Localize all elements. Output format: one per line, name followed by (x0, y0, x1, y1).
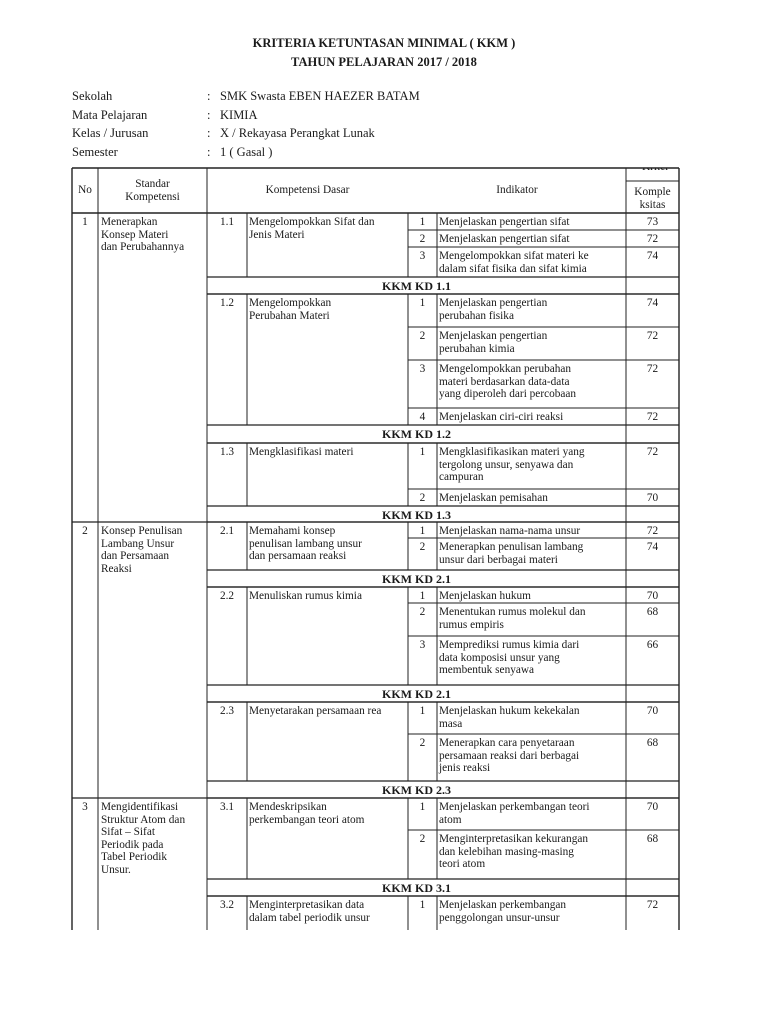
indikator-number: 1 (419, 216, 426, 228)
meta-value: KIMIA (220, 108, 258, 122)
kompleksitas-value: 66 (646, 639, 659, 651)
title-line-2: TAHUN PELAJARAN 2017 / 2018 (291, 55, 477, 69)
kd-text: perkembangan teori atom (249, 813, 365, 826)
header-kompleksitas: ksitas (639, 198, 666, 211)
kompleksitas-value: 72 (646, 330, 659, 342)
indikator-text: masa (439, 717, 463, 730)
kd-text: Mengelompokkan Sifat dan (249, 216, 375, 228)
kd-text: Jenis Materi (249, 228, 305, 241)
indikator-text: membentuk senyawa (439, 664, 535, 676)
header-kompetensi-dasar: Kompetensi Dasar (265, 184, 350, 196)
sk-text: Unsur. (101, 863, 131, 876)
indikator-number: 2 (419, 233, 426, 245)
kd-text: Menginterpretasikan data (249, 899, 365, 911)
kkm-row-label: KKM KD 3.1 (382, 881, 451, 895)
meta-value: SMK Swasta EBEN HAEZER BATAM (220, 89, 420, 103)
indikator-text: Mengklasifikasikan materi yang (439, 446, 585, 458)
meta-label: Kelas / Jurusan (72, 126, 149, 140)
kd-number: 3.2 (219, 899, 235, 911)
kompleksitas-value: 72 (646, 363, 659, 375)
kompleksitas-value: 68 (646, 606, 659, 618)
kd-text: penulisan lambang unsur (249, 537, 362, 550)
indikator-text: Menjelaskan hukum (439, 590, 531, 602)
kompleksitas-value: 74 (646, 250, 659, 262)
indikator-text: Memprediksi rumus kimia dari (439, 639, 580, 651)
kd-number: 1.3 (219, 446, 235, 458)
indikator-number: 2 (419, 606, 426, 618)
indikator-text: campuran (439, 471, 484, 483)
kkm-row-label: KKM KD 1.2 (382, 427, 451, 441)
kompleksitas-value: 70 (646, 492, 659, 504)
kompleksitas-value: 74 (646, 297, 659, 309)
indikator-text: yang diperoleh dari percobaan (439, 388, 577, 400)
sk-text: Mengidentifikasi (101, 801, 179, 813)
kd-text: dalam tabel periodik unsur (249, 911, 370, 924)
sk-number: 2 (82, 525, 88, 537)
kkm-row-label: KKM KD 2.3 (382, 783, 451, 797)
indikator-number: 1 (419, 525, 426, 537)
indikator-text: atom (439, 813, 462, 826)
meta-label: Semester (72, 145, 118, 159)
indikator-text: perubahan kimia (439, 342, 515, 355)
indikator-text: dan kelebihan masing-masing (439, 845, 574, 858)
kompleksitas-value: 73 (646, 216, 659, 228)
sk-number: 1 (82, 216, 88, 228)
header-kriteria: Kriter (642, 161, 669, 173)
kd-number: 1.1 (219, 216, 235, 228)
kd-text: Mengklasifikasi materi (249, 446, 354, 458)
meta-colon: : (207, 145, 211, 159)
meta-value: 1 ( Gasal ) (220, 145, 273, 159)
indikator-text: rumus empiris (439, 618, 504, 631)
indikator-text: perubahan fisika (439, 309, 514, 322)
kd-text: dan persamaan reaksi (249, 550, 347, 562)
meta-value: X / Rekayasa Perangkat Lunak (220, 126, 375, 140)
indikator-text: Menjelaskan pengertian (439, 297, 548, 309)
indikator-text: Menjelaskan pengertian (439, 330, 548, 342)
kompleksitas-value: 72 (646, 446, 659, 458)
kompleksitas-value: 74 (646, 541, 659, 553)
header-kompleksitas: Komple (634, 186, 671, 198)
indikator-text: Menjelaskan pemisahan (439, 492, 548, 504)
indikator-text: Mengelompokkan sifat materi ke (439, 250, 589, 262)
kkm-row-label: KKM KD 1.3 (382, 508, 451, 522)
kd-number: 3.1 (219, 801, 235, 813)
indikator-text: materi berdasarkan data-data (439, 375, 570, 388)
kompleksitas-value: 70 (646, 801, 659, 813)
indikator-text: Menjelaskan hukum kekekalan (439, 705, 580, 717)
indikator-text: unsur dari berbagai materi (439, 553, 558, 566)
indikator-number: 3 (419, 363, 426, 375)
kd-text: Memahami konsep (249, 525, 336, 537)
indikator-number: 2 (419, 541, 426, 553)
kd-number: 2.2 (219, 590, 235, 602)
kd-number: 1.2 (219, 297, 235, 309)
sk-text: Tabel Periodik (101, 851, 168, 863)
sk-number: 3 (82, 801, 88, 813)
indikator-number: 1 (419, 446, 426, 458)
indikator-text: Mengelompokkan perubahan (439, 363, 572, 375)
kd-number: 2.1 (219, 525, 235, 537)
indikator-text: Menjelaskan ciri-ciri reaksi (439, 411, 564, 423)
indikator-number: 1 (419, 899, 426, 911)
indikator-text: jenis reaksi (439, 762, 491, 774)
kompleksitas-value: 72 (646, 411, 659, 423)
sk-text: Konsep Penulisan (101, 525, 183, 537)
indikator-number: 1 (419, 705, 426, 717)
indikator-text: dalam sifat fisika dan sifat kimia (439, 262, 587, 275)
indikator-number: 1 (419, 801, 426, 813)
kkm-row-label: KKM KD 1.1 (382, 279, 451, 293)
header-no: No (78, 184, 92, 196)
indikator-text: Menjelaskan pengertian sifat (439, 216, 570, 228)
kkm-row-label: KKM KD 2.1 (382, 572, 451, 586)
sk-text: Konsep Materi (101, 228, 169, 241)
sk-text: Lambang Unsur (101, 537, 175, 550)
sk-text: dan Persamaan (101, 550, 170, 562)
indikator-text: Menerapkan penulisan lambang (439, 541, 584, 553)
kompleksitas-value: 70 (646, 705, 659, 717)
header-indikator: Indikator (496, 184, 538, 196)
indikator-text: teori atom (439, 858, 486, 870)
kompleksitas-value: 72 (646, 525, 659, 537)
sk-text: Struktur Atom dan (101, 813, 186, 826)
indikator-number: 2 (419, 330, 426, 342)
meta-colon: : (207, 126, 211, 140)
title-line-1: KRITERIA KETUNTASAN MINIMAL ( KKM ) (252, 36, 516, 50)
kd-text: Menyetarakan persamaan rea (249, 705, 382, 717)
meta-label: Sekolah (72, 89, 113, 103)
sk-text: Menerapkan (101, 216, 158, 228)
header-standar-kompetensi: Standar (135, 178, 170, 190)
kd-number: 2.3 (219, 705, 235, 717)
indikator-text: Menjelaskan perkembangan teori (439, 801, 590, 813)
meta-colon: : (207, 89, 211, 103)
meta-label: Mata Pelajaran (72, 108, 148, 122)
kompleksitas-value: 70 (646, 590, 659, 602)
indikator-number: 2 (419, 492, 426, 504)
indikator-number: 2 (419, 833, 426, 845)
header-standar-kompetensi: Kompetensi (125, 190, 180, 203)
indikator-text: Menentukan rumus molekul dan (439, 606, 586, 618)
indikator-number: 2 (419, 737, 426, 749)
indikator-number: 3 (419, 250, 426, 262)
indikator-text: tergolong unsur, senyawa dan (439, 458, 574, 471)
indikator-text: persamaan reaksi dari berbagai (439, 749, 580, 762)
sk-text: Sifat – Sifat (101, 826, 155, 838)
kompleksitas-value: 68 (646, 737, 659, 749)
indikator-text: Menginterpretasikan kekurangan (439, 833, 588, 845)
indikator-number: 3 (419, 639, 426, 651)
kompleksitas-value: 72 (646, 233, 659, 245)
indikator-text: data komposisi unsur yang (439, 651, 560, 664)
kompleksitas-value: 72 (646, 899, 659, 911)
indikator-number: 4 (419, 411, 426, 423)
kd-text: Mendeskripsikan (249, 801, 327, 813)
indikator-text: penggolongan unsur-unsur (439, 911, 560, 924)
indikator-text: Menjelaskan pengertian sifat (439, 233, 570, 245)
kd-text: Perubahan Materi (249, 309, 330, 322)
indikator-text: Menerapkan cara penyetaraan (439, 737, 575, 749)
kd-text: Menuliskan rumus kimia (249, 590, 362, 602)
indikator-number: 1 (419, 297, 426, 309)
indikator-text: Menjelaskan perkembangan (439, 899, 567, 911)
kompleksitas-value: 68 (646, 833, 659, 845)
kkm-row-label: KKM KD 2.1 (382, 687, 451, 701)
sk-text: Reaksi (101, 562, 132, 575)
meta-colon: : (207, 108, 211, 122)
indikator-text: Menjelaskan nama-nama unsur (439, 525, 581, 537)
kd-text: Mengelompokkan (249, 297, 332, 309)
sk-text: dan Perubahannya (101, 241, 185, 253)
indikator-number: 1 (419, 590, 426, 602)
sk-text: Periodik pada (101, 838, 164, 851)
